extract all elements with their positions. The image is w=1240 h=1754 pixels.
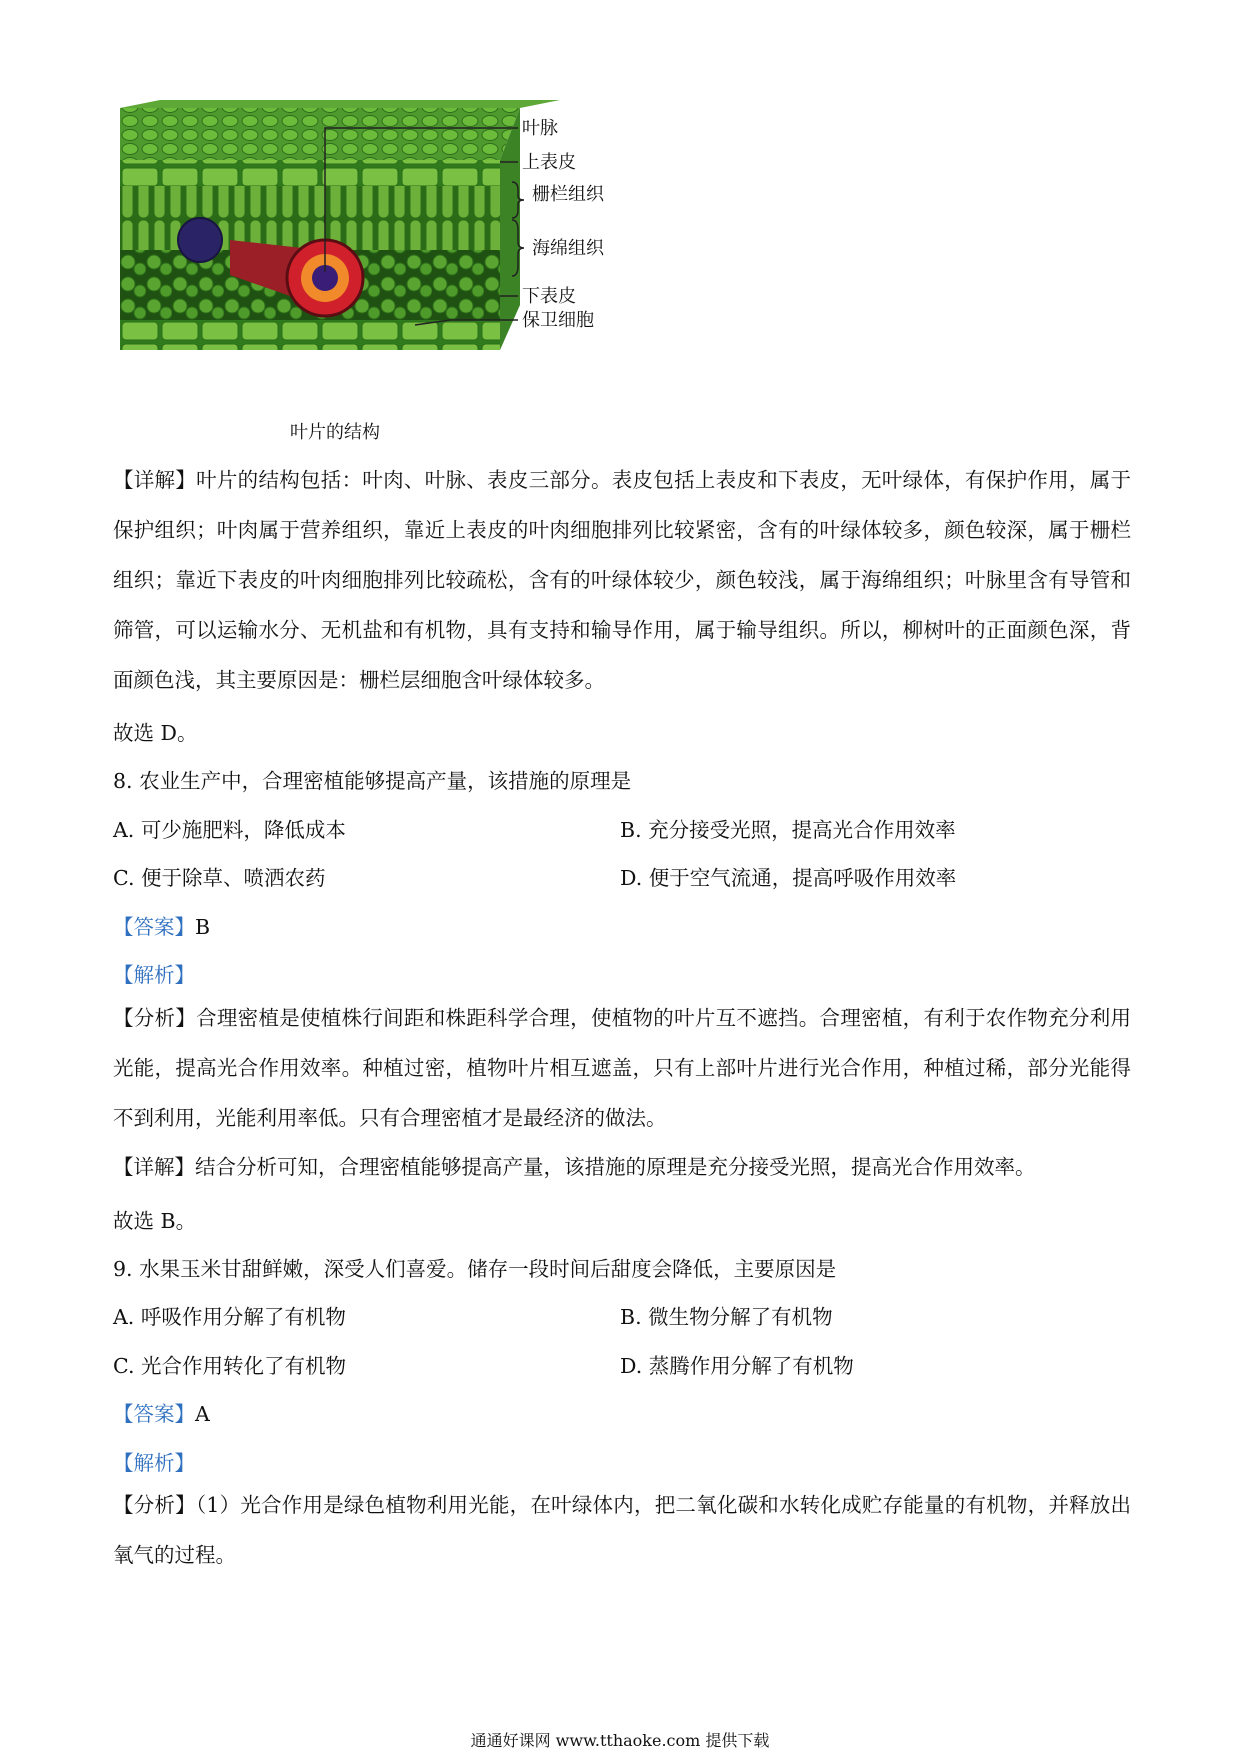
q9-option-c: C. 光合作用转化了有机物 [113,1354,346,1378]
q8-option-c: C. 便于除草、喷洒农药 [113,866,326,890]
label-guard-cell: 保卫细胞 [522,310,594,331]
q9-option-d: D. 蒸腾作用分解了有机物 [620,1354,854,1378]
q9-fenxi-text: （1）光合作用是绿色植物利用光能，在叶绿体内，把二氧化碳和水转化成贮存能量的有机物，并释放出氧气的过程。 [113,1493,1131,1567]
q8-answer-value: B [195,915,211,939]
q9-option-a: A. 呼吸作用分解了有机物 [113,1305,346,1329]
q8-answer [113,910,210,940]
page-footer: 通通好课网 www.tthaoke.com 提供下载 [470,1731,770,1750]
label-spongy: 海绵组织 [532,238,604,259]
q8-answer-label: 【答案】 [113,915,195,939]
q8-stem: 8. 农业生产中，合理密植能够提高产量，该措施的原理是 [113,769,632,793]
q8-analysis-label: 【解析】 [113,963,195,987]
q7-detail [113,455,1131,705]
q9-stem: 9. 水果玉米甘甜鲜嫩，深受人们喜爱。储存一段时间后甜度会降低，主要原因是 [113,1257,837,1281]
q9-fenxi [113,1480,1131,1580]
label-palisade: 栅栏组织 [532,184,604,205]
leaf-structure-figure [120,100,680,445]
q9-answer [113,1397,210,1427]
q8-conclusion: 故选 B。 [113,1209,197,1233]
q7-detail-text: 叶片的结构包括：叶肉、叶脉、表皮三部分。表皮包括上表皮和下表皮，无叶绿体，有保护作用，属于保护组织；叶肉属于营养组织，靠近上表皮的叶肉细胞排列比较紧密，含有的叶绿体较多，颜色较深，属于栅栏组织；靠近下表皮的叶肉细胞排列比较疏松，含有的叶绿体较少，颜色较浅，属于海绵组织；叶脉里含有导管和筛管，可以运输水分、无机盐和有机物，具有支持和输导作用，属于输导组织。所以，柳树叶的正面颜色深，背面颜色浅，其主要原因是：栅栏层细胞含叶绿体较多。 [113,468,1131,692]
figure-caption: 叶片的结构 [290,422,380,443]
q8-detail-text: 结合分析可知，合理密植能够提高产量，该措施的原理是充分接受光照，提高光合作用效率。 [195,1155,1036,1179]
q8-detail [113,1142,1131,1192]
q8-fenxi-text: 合理密植是使植株行间距和株距科学合理，使植物的叶片互不遮挡。合理密植，有利于农作物充分利用光能，提高光合作用效率。种植过密，植物叶片相互遮盖，只有上部叶片进行光合作用，种植过稀，部分光能得不到利用，光能利用率低。只有合理密植才是最经济的做法。 [113,1006,1131,1130]
q7-conclusion: 故选 D。 [113,721,198,745]
q7-detail-label: 【详解】 [113,468,197,492]
q8-option-d: D. 便于空气流通，提高呼吸作用效率 [620,866,957,890]
q8-detail-label: 【详解】 [113,1155,195,1179]
q8-option-a: A. 可少施肥料，降低成本 [113,818,346,842]
q8-fenxi [113,993,1131,1143]
label-vein: 叶脉 [522,118,558,139]
q9-answer-label: 【答案】 [113,1402,195,1426]
q9-option-b: B. 微生物分解了有机物 [620,1305,833,1329]
q9-fenxi-label: 【分析】 [113,1493,196,1517]
label-upper-epidermis: 上表皮 [522,152,576,173]
q9-analysis-label: 【解析】 [113,1451,195,1475]
label-lower-epidermis: 下表皮 [522,286,576,307]
q8-option-b: B. 充分接受光照，提高光合作用效率 [620,818,956,842]
q9-answer-value: A [195,1402,210,1426]
q8-fenxi-label: 【分析】 [113,1006,197,1030]
